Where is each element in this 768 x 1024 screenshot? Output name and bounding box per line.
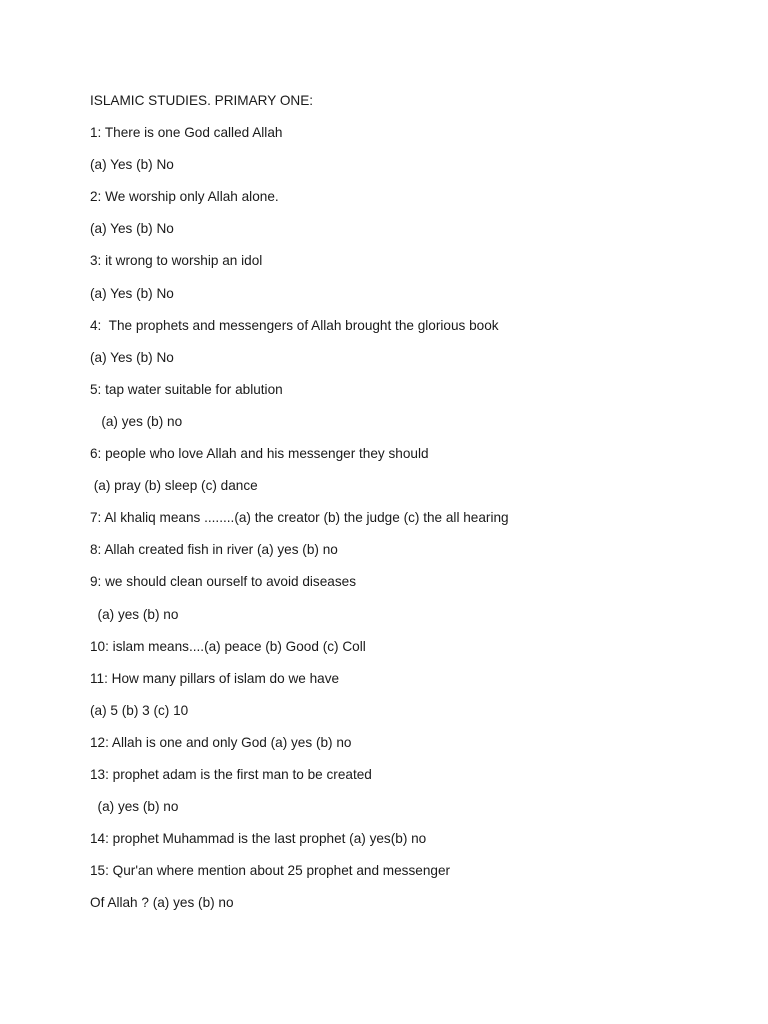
question-10: 10: islam means....(a) peace (b) Good (c) Coll — [90, 638, 366, 654]
question-5: 5: tap water suitable for ablution — [90, 381, 283, 397]
question-15-options: Of Allah ? (a) yes (b) no — [90, 895, 234, 911]
question-1: 1: There is one God called Allah — [90, 125, 283, 141]
question-4-options: (a) Yes (b) No — [90, 349, 174, 365]
question-7: 7: Al khaliq means ........(a) the creator (b) the judge (c) the all hearing — [90, 510, 509, 526]
question-2-options: (a) Yes (b) No — [90, 221, 174, 237]
document-title: ISLAMIC STUDIES. PRIMARY ONE: — [90, 93, 314, 108]
question-4: 4: The prophets and messengers of Allah brought the glorious book — [90, 317, 499, 333]
question-11: 11: How many pillars of islam do we have — [90, 670, 340, 686]
question-13-options: (a) yes (b) no — [90, 799, 179, 815]
document-body — [90, 91, 730, 925]
question-3: 3: it wrong to worship an idol — [90, 253, 263, 269]
question-6-options: (a) pray (b) sleep (c) dance — [90, 478, 258, 494]
question-12: 12: Allah is one and only God (a) yes (b) no — [90, 734, 352, 750]
question-6: 6: people who love Allah and his messenger they should — [90, 446, 429, 462]
question-1-options: (a) Yes (b) No — [90, 157, 174, 173]
question-9: 9: we should clean ourself to avoid diseases — [90, 574, 356, 590]
question-5-options: (a) yes (b) no — [90, 413, 183, 429]
question-3-options: (a) Yes (b) No — [90, 285, 174, 301]
question-13: 13: prophet adam is the first man to be created — [90, 766, 372, 782]
question-11-options: (a) 5 (b) 3 (c) 10 — [90, 702, 189, 718]
question-2: 2: We worship only Allah alone. — [90, 189, 279, 205]
question-9-options: (a) yes (b) no — [90, 606, 179, 622]
question-15: 15: Qur'an where mention about 25 prophet and messenger — [90, 863, 451, 879]
question-8: 8: Allah created fish in river (a) yes (b) no — [90, 542, 338, 558]
question-14: 14: prophet Muhammad is the last prophet (a) yes(b) no — [90, 831, 427, 847]
